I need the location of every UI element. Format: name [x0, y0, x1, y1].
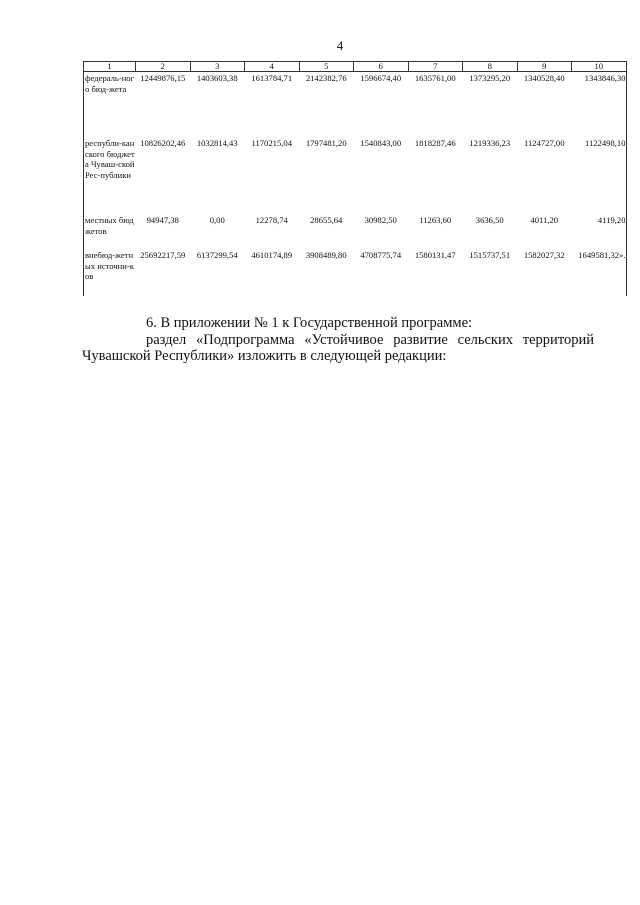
table-cell: 25692217,59 [140, 250, 186, 260]
table-cell: 4119,20 [572, 214, 627, 249]
table-cell: 1122498,10 [572, 137, 627, 214]
table-cell: 4708775,74 [360, 250, 402, 260]
table-cell: 4610174,89 [251, 250, 293, 260]
table-cell: 1219336,23 [469, 138, 511, 148]
column-header: 2 [136, 62, 191, 72]
column-header: 9 [517, 62, 572, 72]
column-header: 5 [299, 62, 354, 72]
row-label: федераль-ного бюд-жета [84, 72, 136, 138]
paragraph-amendment-item: 6. В приложении № 1 к Государственной программе: [146, 314, 473, 331]
table-cell: 3908489,80 [305, 250, 347, 260]
row-label: республи-канского бюджета Чуваш-ской Рес-публики [84, 137, 136, 214]
table-cell: 0,00 [209, 215, 225, 225]
table-cell: 1635761,00 [414, 73, 456, 83]
column-header: 6 [354, 62, 409, 72]
table-cell: 28655,64 [310, 215, 343, 225]
table-cell: 12449876,15 [140, 73, 186, 83]
table-cell: 1170215,04 [251, 138, 292, 148]
table-cell: 1540843,00 [360, 138, 402, 148]
row-label: местных бюджетов [84, 214, 136, 249]
table-cell: 3636,50 [475, 215, 504, 225]
table-cell: 4011,20 [530, 215, 559, 225]
table-cell: 1340528,40 [523, 73, 565, 83]
row-label: внебюд-жетных источни-ков [84, 249, 136, 296]
table-header-row [84, 62, 627, 72]
budget-table [83, 61, 627, 296]
table-row [84, 72, 627, 138]
table-cell: 1818287,46 [414, 138, 456, 148]
column-header: 8 [463, 62, 518, 72]
column-header: 3 [190, 62, 245, 72]
column-header: 4 [245, 62, 300, 72]
table-cell: 1124727,00 [523, 138, 565, 148]
table-cell: 11263,60 [419, 215, 452, 225]
paragraph-amendment-text: раздел «Подпрограмма «Устойчивое развитие сельских территорий Чувашской Республики» изложить в следующей редакции: [82, 331, 594, 364]
table-row [84, 137, 627, 214]
table-cell: 1649581,32». [572, 249, 627, 296]
table-cell: 1515737,51 [469, 250, 511, 260]
table-cell: 1596674,40 [360, 73, 402, 83]
page-number: 4 [336, 38, 344, 53]
column-header: 7 [408, 62, 463, 72]
table-row [84, 214, 627, 249]
table-row [84, 249, 627, 296]
table-cell: 94947,38 [146, 215, 179, 225]
table-cell: 1032814,43 [196, 138, 238, 148]
table-cell: 2142382,76 [305, 73, 347, 83]
column-header: 10 [572, 62, 627, 72]
table-cell: 1403603,38 [196, 73, 238, 83]
table-cell: 1580131,47 [414, 250, 456, 260]
table-cell: 1343846,30 [572, 72, 627, 138]
table-cell: 1582027,32 [523, 250, 565, 260]
table-cell: 1613784,71 [251, 73, 293, 83]
table-cell: 12278,74 [255, 215, 288, 225]
table-cell: 6137299,54 [196, 250, 238, 260]
column-header: 1 [84, 62, 136, 72]
table-cell: 30982,50 [364, 215, 397, 225]
table-cell: 1797481,20 [305, 138, 347, 148]
table-cell: 10826202,46 [140, 138, 186, 148]
table-cell: 1373295,20 [469, 73, 511, 83]
